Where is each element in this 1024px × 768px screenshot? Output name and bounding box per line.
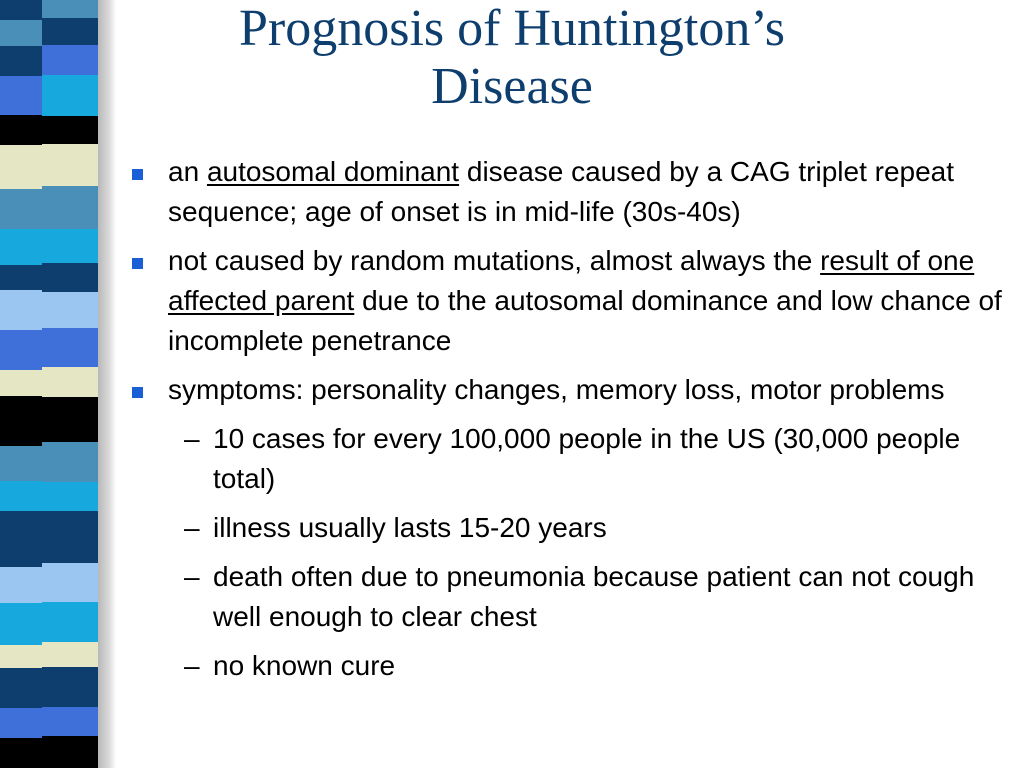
- dash-marker: –: [184, 423, 200, 454]
- slide-body: [128, 152, 1008, 695]
- bullet-item: [128, 241, 1008, 361]
- dash-marker: –: [184, 650, 200, 681]
- bullet-text: due to the autosomal dominance and low chance of incomplete penetrance: [168, 285, 1002, 356]
- sub-bullet-text: no known cure: [213, 650, 396, 681]
- sub-bullet-item: [128, 508, 1008, 548]
- bullet-item: [128, 152, 1008, 232]
- stripe-shadow: [98, 0, 116, 768]
- dash-marker: –: [184, 561, 200, 592]
- bullet-text: disease caused by a CAG triplet repeat sequence; age of onset is in mid-life (30s-40s): [168, 156, 955, 227]
- underlined-term: autosomal dominant: [206, 156, 460, 187]
- sub-bullet-item: [128, 419, 1008, 499]
- square-bullet-icon: [132, 169, 143, 180]
- stripe-inner-column: [42, 0, 98, 768]
- slide-title: [120, 0, 904, 116]
- sub-bullet-text: death often due to pneumonia because patient can not cough well enough to clear chest: [213, 561, 975, 632]
- title-line-1: Prognosis of Huntington’s: [238, 0, 786, 57]
- bullet-text: not caused by random mutations, almost always the: [168, 245, 821, 276]
- sub-bullet-text: 10 cases for every 100,000 people in the US (30,000 people total): [213, 423, 961, 494]
- square-bullet-icon: [132, 387, 143, 398]
- sub-bullet-item: [128, 557, 1008, 637]
- title-line-2: Disease: [431, 58, 593, 115]
- decorative-stripe: [0, 0, 118, 768]
- bullet-text: an: [168, 156, 207, 187]
- sub-bullet-item: [128, 646, 1008, 686]
- sub-bullet-text: illness usually lasts 15-20 years: [213, 512, 607, 543]
- square-bullet-icon: [132, 258, 143, 269]
- bullet-item: [128, 370, 1008, 410]
- underlined-term: result of one affected parent: [168, 245, 975, 316]
- stripe-outer-column: [0, 0, 42, 768]
- bullet-text: symptoms: personality changes, memory loss, motor problems: [168, 374, 945, 405]
- dash-marker: –: [184, 512, 200, 543]
